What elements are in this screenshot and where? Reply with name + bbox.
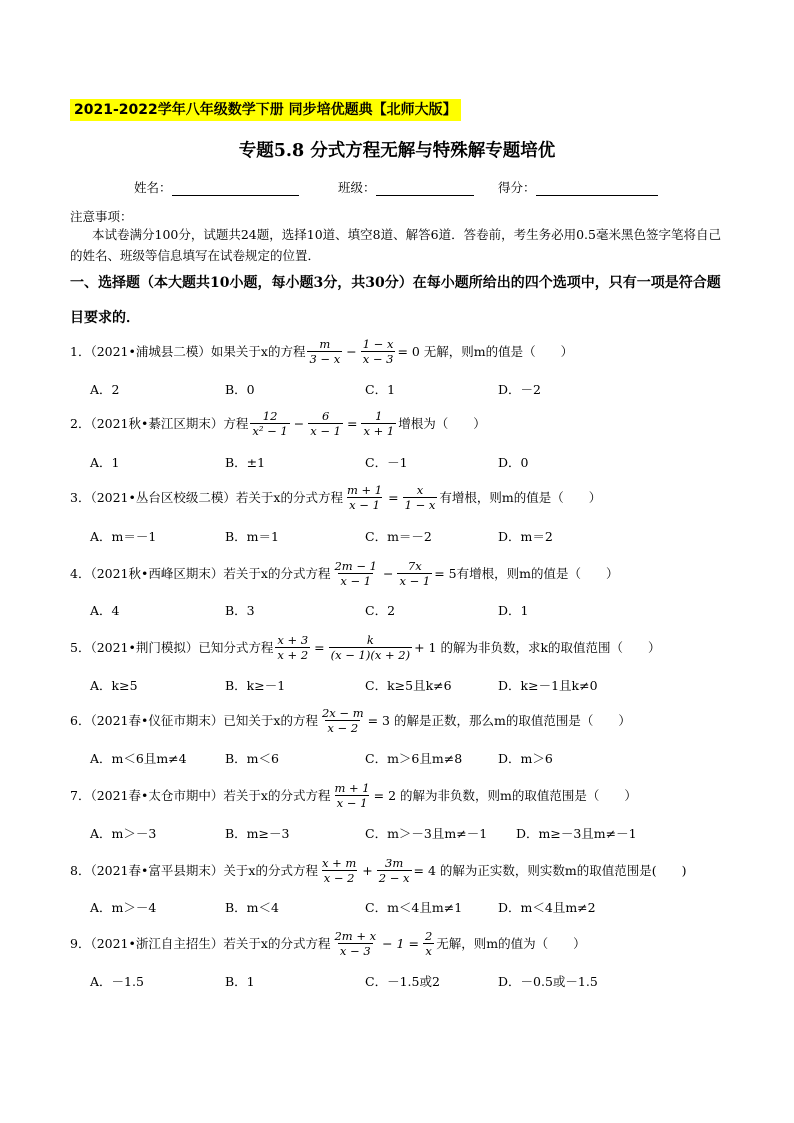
q9-option-a: A．－1.5	[90, 974, 144, 989]
question-4: 4．（2021秋•西峰区期末）若关于x的分式方程 $\frac{2m - 1}{x - 1}$ − $\frac{7x}{x - 1}$ = 5有增根，则m的值是（ ）	[70, 558, 619, 588]
name-label: 姓名：	[134, 180, 172, 195]
q6-option-a: A．m＜6且m≠4	[90, 751, 187, 766]
q2-option-d: D．0	[498, 455, 529, 470]
q8-option-c: C．m＜4且m≠1	[365, 900, 463, 915]
q9-option-d: D．－0.5或－1.5	[498, 974, 598, 989]
q9-option-b: B．1	[225, 974, 255, 989]
notes-text: 本试卷满分100分，试题共24题，选择10道、填空8道、解答6道．答卷前，考生务必用0.5毫米黑色签字笔将自己的姓名、班级等信息填写在试卷规定的位置．	[70, 227, 721, 263]
q7-option-c: C．m＞－3且m≠－1	[365, 826, 488, 841]
q3-option-a: A．m＝－1	[90, 529, 157, 544]
fraction: $\frac{7x}{x - 1}$	[399, 558, 431, 588]
class-label: 班级：	[338, 180, 376, 195]
q8-option-d: D．m＜4且m≠2	[498, 900, 596, 915]
q1-option-c: C．1	[365, 382, 396, 397]
q8-option-a: A．m＞－4	[90, 900, 157, 915]
notes-heading: 注意事项：	[70, 209, 133, 224]
fraction: $\frac{2m - 1}{x - 1}$	[334, 558, 377, 588]
question-5: 5．（2021•荆门模拟）已知分式方程 $\frac{x + 3}{x + 2}$ = $\frac{k}{(x - 1)(x + 2)}$ + 1 的解为非负数，求k的取值范围（ ）	[70, 632, 661, 662]
fraction: $\frac{1}{x + 1}$	[363, 408, 395, 438]
q7-option-a: A．m＞－3	[90, 826, 157, 841]
fraction: $\frac{m + 1}{x - 1}$	[334, 780, 370, 810]
name-blank	[172, 183, 299, 196]
q5-option-b: B．k≥－1	[225, 678, 286, 693]
score-label: 得分：	[498, 180, 536, 195]
question-2: 2．（2021秋•綦江区期末）方程 $\frac{12}{\text{x² − 1}}$ − $\frac{6}{x - 1}$ = $\frac{1}{x + 1}$ 增根为（ ）	[70, 408, 486, 438]
q4-option-c: C．2	[365, 603, 396, 618]
q4-option-b: B．3	[225, 603, 255, 618]
score-field	[498, 178, 658, 196]
fraction: $\frac{m}{3 - x}$	[309, 336, 341, 366]
class-blank	[376, 183, 474, 196]
fraction: $\frac{2m + x}{x - 3}$	[334, 928, 377, 958]
fraction: $\frac{x}{1 - x}$	[404, 482, 436, 512]
fraction: $\frac{m + 1}{x - 1}$	[346, 482, 383, 512]
fraction: $\frac{12}{\text{x² − 1}}$	[252, 408, 288, 438]
fraction: $\frac{x + m}{x - 2}$	[321, 855, 357, 885]
q6-option-b: B．m＜6	[225, 751, 279, 766]
q3-option-c: C．m＝－2	[365, 529, 432, 544]
q7-option-b: B．m≥－3	[225, 826, 290, 841]
q6-option-c: C．m＞6且m≠8	[365, 751, 463, 766]
fraction: $\frac{k}{(x - 1)(x + 2)}$	[330, 632, 411, 662]
question-7: 7．（2021春•太仓市期中）若关于x的分式方程 $\frac{m + 1}{x - 1}$ = 2 的解为非负数，则m的取值范围是（ ）	[70, 780, 637, 810]
fraction: $\frac{x + 3}{x + 2}$	[277, 632, 309, 662]
question-8: 8．（2021春•富平县期末）关于x的分式方程 $\frac{x + m}{x - 2}$ + $\frac{3m}{2 - x}$ = 4 的解为正实数，则实数m的取值范围是( )	[70, 855, 687, 885]
q9-option-c: C．－1.5或2	[365, 974, 440, 989]
q1-option-a: A．2	[90, 382, 120, 397]
fraction: $\frac{3m}{2 - x}$	[378, 855, 410, 885]
fraction: $\frac{6}{x - 1}$	[310, 408, 341, 438]
question-6: 6．（2021春•仪征市期末）已知关于x的方程 $\frac{2x - m}{x - 2}$ = 3 的解是正数，那么m的取值范围是（ ）	[70, 705, 631, 735]
q4-option-a: A．4	[90, 603, 120, 618]
q2-option-b: B．±1	[225, 455, 266, 470]
q4-option-d: D．1	[498, 603, 529, 618]
q5-option-c: C．k≥5且k≠6	[365, 678, 452, 693]
question-9: 9．（2021•浙江自主招生）若关于x的分式方程 $\frac{2m + x}{x - 3}$ − 1 = $\frac{2}{x}$ 无解，则m的值为（ ）	[70, 928, 586, 958]
fraction: $\frac{1 - x}{x - 3}$	[362, 336, 394, 366]
q5-option-a: A．k≥5	[90, 678, 138, 693]
q5-option-d: D．k≥－1且k≠0	[498, 678, 598, 693]
q8-option-b: B．m＜4	[225, 900, 279, 915]
class-field	[338, 178, 474, 196]
fraction: $\frac{2}{x}$	[424, 928, 433, 958]
q7-option-d: D．m≥－3且m≠－1	[516, 826, 637, 841]
course-banner: 2021-2022学年八年级数学下册 同步培优题典【北师大版】	[70, 99, 461, 121]
question-3: 3．（2021•丛台区校级二模）若关于x的分式方程 $\frac{m + 1}{x - 1}$ = $\frac{x}{1 - x}$ 有增根，则m的值是（ ）	[70, 482, 602, 512]
fraction: $\frac{2x - m}{x - 2}$	[321, 705, 364, 735]
score-blank	[536, 183, 658, 196]
q1-option-b: B．0	[225, 382, 255, 397]
question-1: 1．（2021•浦城县二模）如果关于x的方程 $\frac{m}{3 - x}$ − $\frac{1 - x}{x - 3}$ = 0 无解，则m的值是（ ）	[70, 336, 574, 366]
q3-option-d: D．m＝2	[498, 529, 553, 544]
name-field	[134, 178, 299, 196]
q3-option-b: B．m＝1	[225, 529, 279, 544]
section-title: 一、选择题（本大题共10小题，每小题3分，共30分）在每小题所给出的四个选项中，只有一项是符合题目要求的．	[70, 275, 721, 326]
q2-option-a: A．1	[90, 455, 120, 470]
q2-option-c: C．－1	[365, 455, 408, 470]
q6-option-d: D．m＞6	[498, 751, 553, 766]
q1-option-d: D．－2	[498, 382, 541, 397]
page-title: 专题5.8 分式方程无解与特殊解专题培优	[238, 141, 556, 161]
